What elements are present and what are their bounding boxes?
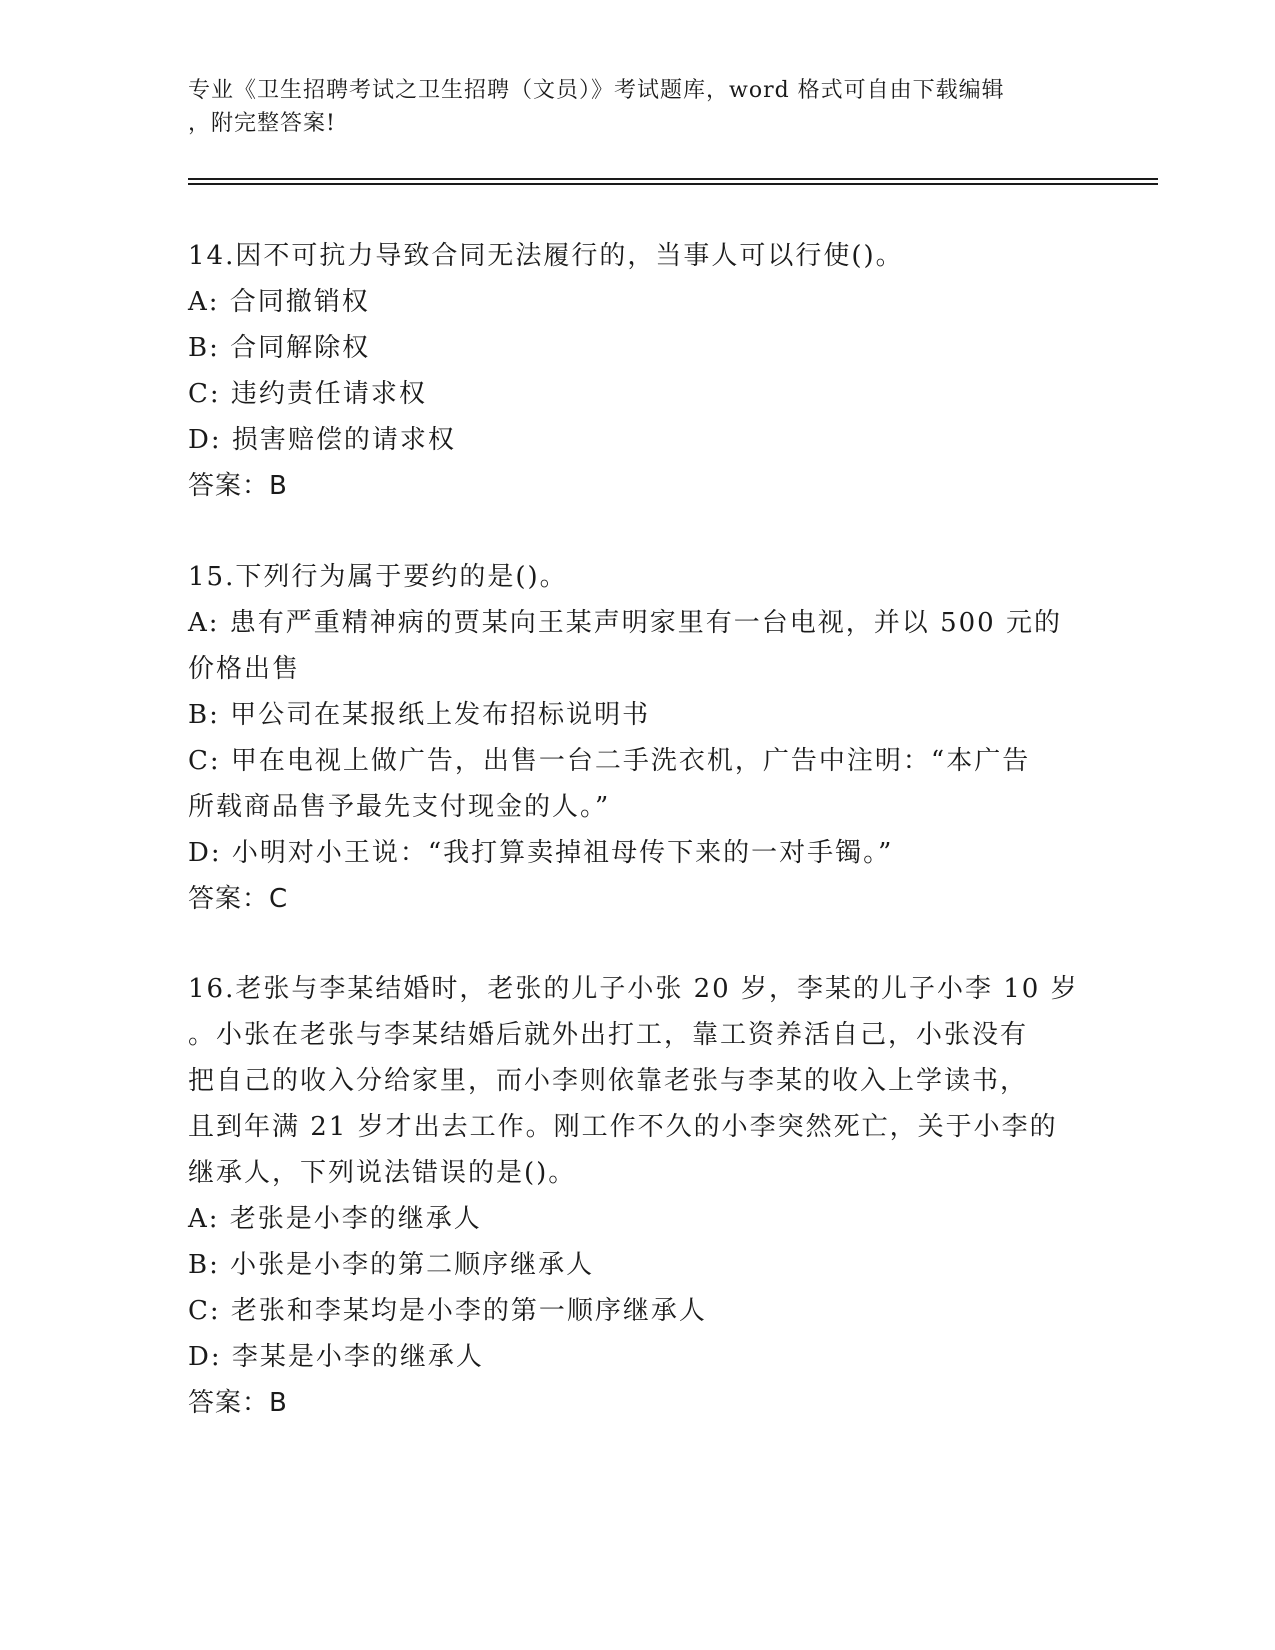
question-stem-continued: 。小张在老张与李某结婚后就外出打工，靠工资养活自己，小张没有 bbox=[188, 1020, 1029, 1050]
header-line-2: ，附完整答案! bbox=[188, 111, 336, 136]
option-a: A: 合同撤销权 bbox=[188, 287, 370, 317]
option-a: A: 患有严重精神病的贾某向王某声明家里有一台电视，并以 500 元的 bbox=[188, 608, 1062, 638]
option-c: C: 老张和李某均是小李的第一顺序继承人 bbox=[188, 1296, 707, 1326]
question-15 bbox=[188, 554, 1088, 922]
option-d: D: 李某是小李的继承人 bbox=[188, 1342, 484, 1372]
document-header bbox=[188, 74, 1088, 140]
answer-label: 答案：B bbox=[188, 471, 288, 501]
option-b: B: 小张是小李的第二顺序继承人 bbox=[188, 1250, 595, 1280]
question-stem: 16.老张与李某结婚时，老张的儿子小张 20 岁，李某的儿子小李 10 岁 bbox=[188, 974, 1079, 1004]
answer-label: 答案：C bbox=[188, 884, 289, 914]
question-stem: 15.下列行为属于要约的是()。 bbox=[188, 562, 568, 592]
header-line-1: 专业《卫生招聘考试之卫生招聘（文员）》考试题库，word 格式可自由下载编辑 bbox=[188, 78, 1005, 103]
question-stem: 14.因不可抗力导致合同无法履行的，当事人可以行使()。 bbox=[188, 241, 904, 271]
option-d: D: 小明对小王说：“我打算卖掉祖母传下来的一对手镯。” bbox=[188, 838, 894, 868]
option-b: B: 甲公司在某报纸上发布招标说明书 bbox=[188, 700, 651, 730]
question-14 bbox=[188, 233, 1088, 509]
question-16 bbox=[188, 966, 1088, 1426]
option-b: B: 合同解除权 bbox=[188, 333, 371, 363]
question-stem-continued: 继承人，下列说法错误的是()。 bbox=[188, 1158, 577, 1188]
option-c: C: 违约责任请求权 bbox=[188, 379, 427, 409]
header-divider-top bbox=[188, 178, 1158, 180]
option-a-continued: 价格出售 bbox=[188, 654, 301, 684]
option-c-continued: 所载商品售予最先支付现金的人。” bbox=[188, 792, 611, 822]
answer-label: 答案：B bbox=[188, 1388, 288, 1418]
question-stem-continued: 且到年满 21 岁才出去工作。刚工作不久的小李突然死亡，关于小李的 bbox=[188, 1112, 1058, 1142]
option-a: A: 老张是小李的继承人 bbox=[188, 1204, 482, 1234]
option-d: D: 损害赔偿的请求权 bbox=[188, 425, 456, 455]
header-divider-bottom bbox=[188, 183, 1158, 185]
question-stem-continued: 把自己的收入分给家里，而小李则依靠老张与李某的收入上学读书， bbox=[188, 1066, 1029, 1096]
option-c: C: 甲在电视上做广告，出售一台二手洗衣机，广告中注明：“本广告 bbox=[188, 746, 1031, 776]
